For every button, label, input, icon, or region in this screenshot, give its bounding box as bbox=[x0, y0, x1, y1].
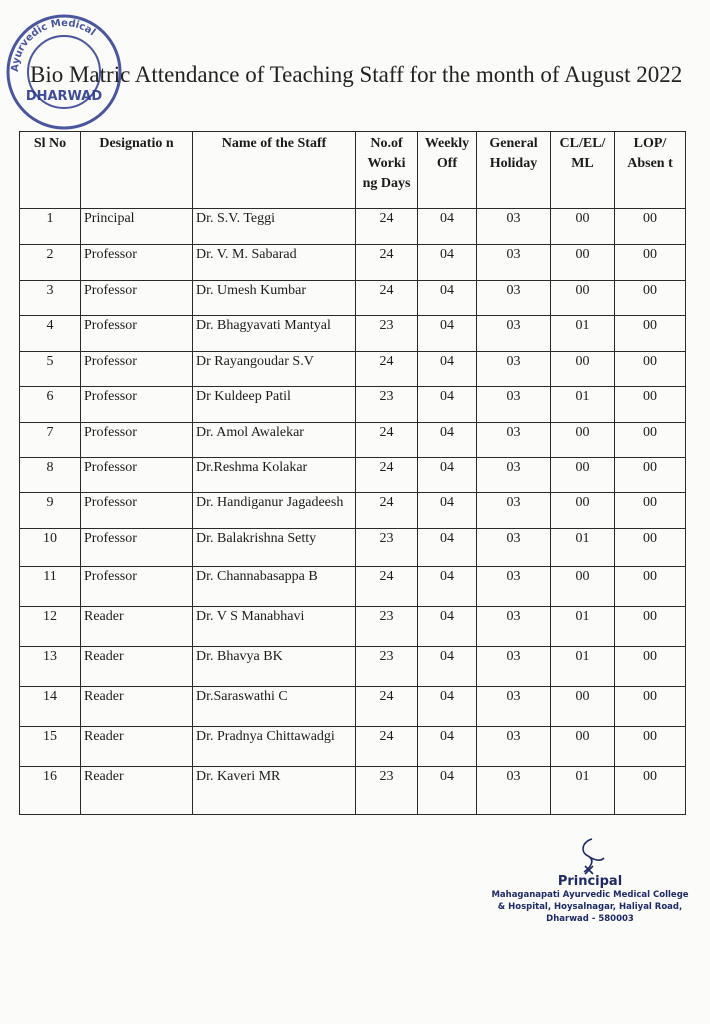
cell-weekly-off: 04 bbox=[418, 567, 477, 607]
cell-designation: Professor bbox=[81, 458, 193, 493]
cell-staff-name: Dr. V. M. Sabarad bbox=[193, 245, 356, 281]
cell-general-holiday: 03 bbox=[477, 767, 551, 815]
cell-cl-el-ml: 01 bbox=[551, 316, 615, 352]
cell-weekly-off: 04 bbox=[418, 458, 477, 493]
cell-cl-el-ml: 00 bbox=[551, 727, 615, 767]
cell-general-holiday: 03 bbox=[477, 567, 551, 607]
header-designation: Designatio n bbox=[81, 132, 193, 209]
table-row bbox=[20, 352, 686, 387]
table-row bbox=[20, 281, 686, 316]
table-row bbox=[20, 529, 686, 567]
header-working-days: No.of Worki ng Days bbox=[356, 132, 418, 209]
signature-address-line1: Mahaganapati Ayurvedic Medical College bbox=[491, 890, 689, 900]
cell-cl-el-ml: 00 bbox=[551, 493, 615, 529]
cell-weekly-off: 04 bbox=[418, 607, 477, 647]
cell-weekly-off: 04 bbox=[418, 352, 477, 387]
cell-working-days: 24 bbox=[356, 458, 418, 493]
cell-staff-name: Dr Kuldeep Patil bbox=[193, 387, 356, 423]
cell-staff-name: Dr. Channabasappa B bbox=[193, 567, 356, 607]
cell-designation: Professor bbox=[81, 316, 193, 352]
cell-staff-name: Dr. Bhavya BK bbox=[193, 647, 356, 687]
cell-designation: Professor bbox=[81, 387, 193, 423]
cell-sl-no: 14 bbox=[20, 687, 81, 727]
signature-address-line3: Dharwad - 580003 bbox=[546, 914, 634, 924]
cell-lop-absent: 00 bbox=[615, 245, 686, 281]
cell-cl-el-ml: 00 bbox=[551, 567, 615, 607]
cell-weekly-off: 04 bbox=[418, 281, 477, 316]
cell-sl-no: 16 bbox=[20, 767, 81, 815]
cell-staff-name: Dr.Reshma Kolakar bbox=[193, 458, 356, 493]
cell-lop-absent: 00 bbox=[615, 458, 686, 493]
cell-sl-no: 4 bbox=[20, 316, 81, 352]
header-lop-absent: LOP/ Absen t bbox=[615, 132, 686, 209]
table-row bbox=[20, 687, 686, 727]
cell-weekly-off: 04 bbox=[418, 647, 477, 687]
table-row bbox=[20, 607, 686, 647]
cell-lop-absent: 00 bbox=[615, 352, 686, 387]
cell-working-days: 23 bbox=[356, 767, 418, 815]
cell-weekly-off: 04 bbox=[418, 767, 477, 815]
cell-staff-name: Dr Rayangoudar S.V bbox=[193, 352, 356, 387]
cell-general-holiday: 03 bbox=[477, 687, 551, 727]
cell-general-holiday: 03 bbox=[477, 352, 551, 387]
table-row bbox=[20, 423, 686, 458]
cell-sl-no: 8 bbox=[20, 458, 81, 493]
table-row bbox=[20, 245, 686, 281]
cell-cl-el-ml: 01 bbox=[551, 529, 615, 567]
cell-sl-no: 6 bbox=[20, 387, 81, 423]
cell-working-days: 24 bbox=[356, 423, 418, 458]
cell-weekly-off: 04 bbox=[418, 493, 477, 529]
cell-lop-absent: 00 bbox=[615, 387, 686, 423]
cell-working-days: 23 bbox=[356, 387, 418, 423]
stamp-arc-text: Ayurvedic Medical bbox=[9, 17, 98, 73]
cell-working-days: 24 bbox=[356, 209, 418, 245]
cell-staff-name: Dr. S.V. Teggi bbox=[193, 209, 356, 245]
cell-staff-name: Dr. Umesh Kumbar bbox=[193, 281, 356, 316]
cell-designation: Professor bbox=[81, 423, 193, 458]
table-row bbox=[20, 647, 686, 687]
cell-weekly-off: 04 bbox=[418, 387, 477, 423]
cell-staff-name: Dr. Handiganur Jagadeesh bbox=[193, 493, 356, 529]
cell-sl-no: 9 bbox=[20, 493, 81, 529]
cell-weekly-off: 04 bbox=[418, 687, 477, 727]
signature-scribble bbox=[570, 836, 610, 876]
cell-designation: Professor bbox=[81, 529, 193, 567]
cell-sl-no: 11 bbox=[20, 567, 81, 607]
cell-cl-el-ml: 00 bbox=[551, 458, 615, 493]
cell-designation: Professor bbox=[81, 281, 193, 316]
header-cl-el-ml: CL/EL/ ML bbox=[551, 132, 615, 209]
cell-staff-name: Dr. Kaveri MR bbox=[193, 767, 356, 815]
cell-working-days: 24 bbox=[356, 727, 418, 767]
cell-staff-name: Dr. V S Manabhavi bbox=[193, 607, 356, 647]
cell-working-days: 23 bbox=[356, 647, 418, 687]
cell-weekly-off: 04 bbox=[418, 245, 477, 281]
cell-weekly-off: 04 bbox=[418, 423, 477, 458]
cell-working-days: 24 bbox=[356, 687, 418, 727]
cell-cl-el-ml: 00 bbox=[551, 423, 615, 458]
cell-lop-absent: 00 bbox=[615, 607, 686, 647]
cell-cl-el-ml: 00 bbox=[551, 209, 615, 245]
cell-lop-absent: 00 bbox=[615, 493, 686, 529]
cell-sl-no: 3 bbox=[20, 281, 81, 316]
cell-working-days: 24 bbox=[356, 352, 418, 387]
cell-designation: Reader bbox=[81, 727, 193, 767]
cell-sl-no: 12 bbox=[20, 607, 81, 647]
cell-designation: Principal bbox=[81, 209, 193, 245]
cell-lop-absent: 00 bbox=[615, 529, 686, 567]
stamp-center-text: DHARWAD bbox=[25, 89, 103, 104]
cell-sl-no: 10 bbox=[20, 529, 81, 567]
cell-cl-el-ml: 00 bbox=[551, 687, 615, 727]
cell-designation: Professor bbox=[81, 245, 193, 281]
cell-working-days: 24 bbox=[356, 245, 418, 281]
cell-general-holiday: 03 bbox=[477, 316, 551, 352]
cell-lop-absent: 00 bbox=[615, 687, 686, 727]
cell-staff-name: Dr.Saraswathi C bbox=[193, 687, 356, 727]
signature-role: Principal bbox=[557, 874, 623, 889]
cell-designation: Reader bbox=[81, 607, 193, 647]
cell-lop-absent: 00 bbox=[615, 567, 686, 607]
cell-lop-absent: 00 bbox=[615, 727, 686, 767]
table-row bbox=[20, 316, 686, 352]
cell-sl-no: 13 bbox=[20, 647, 81, 687]
cell-working-days: 23 bbox=[356, 607, 418, 647]
cell-sl-no: 2 bbox=[20, 245, 81, 281]
cell-cl-el-ml: 01 bbox=[551, 607, 615, 647]
cell-staff-name: Dr. Pradnya Chittawadgi bbox=[193, 727, 356, 767]
cell-working-days: 23 bbox=[356, 529, 418, 567]
cell-general-holiday: 03 bbox=[477, 245, 551, 281]
cell-designation: Reader bbox=[81, 767, 193, 815]
cell-designation: Reader bbox=[81, 687, 193, 727]
header-weekly-off: Weekly Off bbox=[418, 132, 477, 209]
cell-lop-absent: 00 bbox=[615, 209, 686, 245]
cell-general-holiday: 03 bbox=[477, 458, 551, 493]
cell-general-holiday: 03 bbox=[477, 423, 551, 458]
cell-lop-absent: 00 bbox=[615, 281, 686, 316]
table-row bbox=[20, 458, 686, 493]
cell-lop-absent: 00 bbox=[615, 767, 686, 815]
cell-staff-name: Dr. Balakrishna Setty bbox=[193, 529, 356, 567]
cell-working-days: 23 bbox=[356, 316, 418, 352]
table-row bbox=[20, 493, 686, 529]
cell-weekly-off: 04 bbox=[418, 529, 477, 567]
cell-lop-absent: 00 bbox=[615, 316, 686, 352]
cell-general-holiday: 03 bbox=[477, 607, 551, 647]
table-row bbox=[20, 209, 686, 245]
cell-sl-no: 7 bbox=[20, 423, 81, 458]
cell-lop-absent: 00 bbox=[615, 647, 686, 687]
header-staff-name: Name of the Staff bbox=[193, 132, 356, 209]
signature-address-line2: & Hospital, Hoysalnagar, Haliyal Road, bbox=[497, 902, 683, 912]
cell-general-holiday: 03 bbox=[477, 647, 551, 687]
table-row bbox=[20, 767, 686, 815]
cell-cl-el-ml: 01 bbox=[551, 647, 615, 687]
table-row bbox=[20, 567, 686, 607]
table-header-row bbox=[20, 132, 686, 209]
cell-cl-el-ml: 00 bbox=[551, 281, 615, 316]
cell-general-holiday: 03 bbox=[477, 209, 551, 245]
cell-cl-el-ml: 00 bbox=[551, 245, 615, 281]
cell-working-days: 24 bbox=[356, 567, 418, 607]
table-row bbox=[20, 727, 686, 767]
principal-signature-block bbox=[470, 836, 710, 925]
cell-sl-no: 1 bbox=[20, 209, 81, 245]
cell-general-holiday: 03 bbox=[477, 493, 551, 529]
cell-cl-el-ml: 01 bbox=[551, 387, 615, 423]
cell-sl-no: 5 bbox=[20, 352, 81, 387]
cell-working-days: 24 bbox=[356, 281, 418, 316]
header-general-holiday: General Holiday bbox=[477, 132, 551, 209]
cell-designation: Professor bbox=[81, 493, 193, 529]
cell-weekly-off: 04 bbox=[418, 727, 477, 767]
cell-cl-el-ml: 01 bbox=[551, 767, 615, 815]
attendance-table bbox=[19, 131, 686, 815]
cell-designation: Professor bbox=[81, 352, 193, 387]
header-sl-no: Sl No bbox=[20, 132, 81, 209]
cell-working-days: 24 bbox=[356, 493, 418, 529]
cell-staff-name: Dr. Bhagyavati Mantyal bbox=[193, 316, 356, 352]
cell-general-holiday: 03 bbox=[477, 281, 551, 316]
cell-lop-absent: 00 bbox=[615, 423, 686, 458]
cell-general-holiday: 03 bbox=[477, 727, 551, 767]
document-title: Bio Matric Attendance of Teaching Staff for the month of August 2022 bbox=[30, 62, 683, 87]
cell-designation: Professor bbox=[81, 567, 193, 607]
cell-general-holiday: 03 bbox=[477, 529, 551, 567]
cell-designation: Reader bbox=[81, 647, 193, 687]
cell-general-holiday: 03 bbox=[477, 387, 551, 423]
cell-sl-no: 15 bbox=[20, 727, 81, 767]
cell-weekly-off: 04 bbox=[418, 316, 477, 352]
cell-weekly-off: 04 bbox=[418, 209, 477, 245]
cell-cl-el-ml: 00 bbox=[551, 352, 615, 387]
table-row bbox=[20, 387, 686, 423]
cell-staff-name: Dr. Amol Awalekar bbox=[193, 423, 356, 458]
